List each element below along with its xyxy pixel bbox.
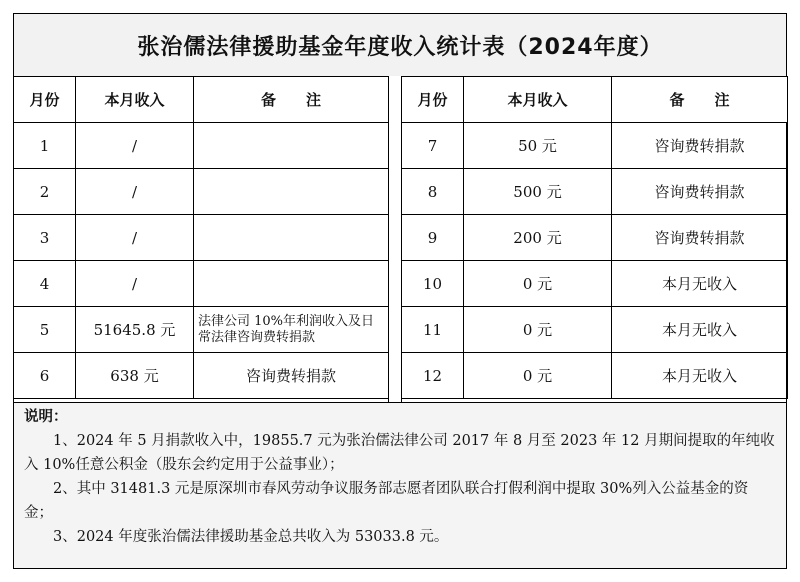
table-row: [402, 215, 788, 261]
header-month: 月份: [402, 77, 464, 123]
header-income: 本月收入: [76, 77, 194, 123]
cell-remark: [194, 169, 389, 215]
cell-month: 4: [14, 261, 76, 307]
table-row: [14, 353, 389, 399]
table-row: [14, 169, 389, 215]
cell-month: 6: [14, 353, 76, 399]
table-row: [402, 123, 788, 169]
header-remark: 备 注: [612, 77, 788, 123]
page-title: 张治儒法律援助基金年度收入统计表（2024年度）: [14, 14, 786, 77]
note-item-3: 3、2024 年度张治儒法律援助基金总共收入为 53033.8 元。: [53, 529, 449, 545]
cell-remark: 本月无收入: [612, 353, 788, 399]
table-divider: [388, 76, 402, 402]
cell-income: 500 元: [464, 169, 612, 215]
table-row: [402, 307, 788, 353]
cell-income: 51645.8 元: [76, 307, 194, 353]
note-item-2: 2、其中 31481.3 元是原深圳市春风劳动争议服务部志愿者团队联合打假利润中提取 30%列入公益基金的资金；: [24, 481, 749, 521]
cell-month: 10: [402, 261, 464, 307]
cell-income: 0 元: [464, 353, 612, 399]
table-row: [14, 307, 389, 353]
table-header-row: [402, 77, 788, 123]
cell-remark: 咨询费转捐款: [612, 215, 788, 261]
table-left: [13, 76, 389, 399]
cell-remark: 咨询费转捐款: [612, 169, 788, 215]
cell-income: /: [76, 123, 194, 169]
cell-month: 9: [402, 215, 464, 261]
income-statement-sheet: [13, 13, 787, 569]
cell-remark: 咨询费转捐款: [612, 123, 788, 169]
cell-income: 0 元: [464, 261, 612, 307]
table-row: [402, 169, 788, 215]
cell-income: 0 元: [464, 307, 612, 353]
cell-income: 50 元: [464, 123, 612, 169]
cell-remark: [194, 215, 389, 261]
cell-remark: 法律公司 10%年利润收入及日常法律咨询费转捐款: [194, 307, 389, 353]
header-remark: 备 注: [194, 77, 389, 123]
cell-income: /: [76, 215, 194, 261]
cell-month: 7: [402, 123, 464, 169]
cell-remark: [194, 123, 389, 169]
table-right: [401, 76, 788, 399]
cell-remark: 本月无收入: [612, 307, 788, 353]
cell-month: 8: [402, 169, 464, 215]
cell-month: 1: [14, 123, 76, 169]
cell-income: 200 元: [464, 215, 612, 261]
note-item-1: 1、2024 年 5 月捐款收入中，19855.7 元为张治儒法律公司 2017 年 8 月至 2023 年 12 月期间提取的年纯收入 10%任意公积金（股东会约定用于公益事业）；: [24, 433, 775, 473]
cell-income: /: [76, 169, 194, 215]
cell-income: 638 元: [76, 353, 194, 399]
table-row: [402, 353, 788, 399]
table-row: [14, 261, 389, 307]
cell-remark: 咨询费转捐款: [194, 353, 389, 399]
notes-section: [14, 402, 786, 568]
cell-remark: [194, 261, 389, 307]
cell-month: 2: [14, 169, 76, 215]
cell-month: 3: [14, 215, 76, 261]
cell-income: /: [76, 261, 194, 307]
cell-month: 12: [402, 353, 464, 399]
cell-remark: 本月无收入: [612, 261, 788, 307]
header-income: 本月收入: [464, 77, 612, 123]
header-month: 月份: [14, 77, 76, 123]
table-row: [14, 123, 389, 169]
table-row: [14, 215, 389, 261]
cell-month: 5: [14, 307, 76, 353]
notes-heading: 说明：: [24, 409, 68, 425]
table-header-row: [14, 77, 389, 123]
cell-month: 11: [402, 307, 464, 353]
table-row: [402, 261, 788, 307]
